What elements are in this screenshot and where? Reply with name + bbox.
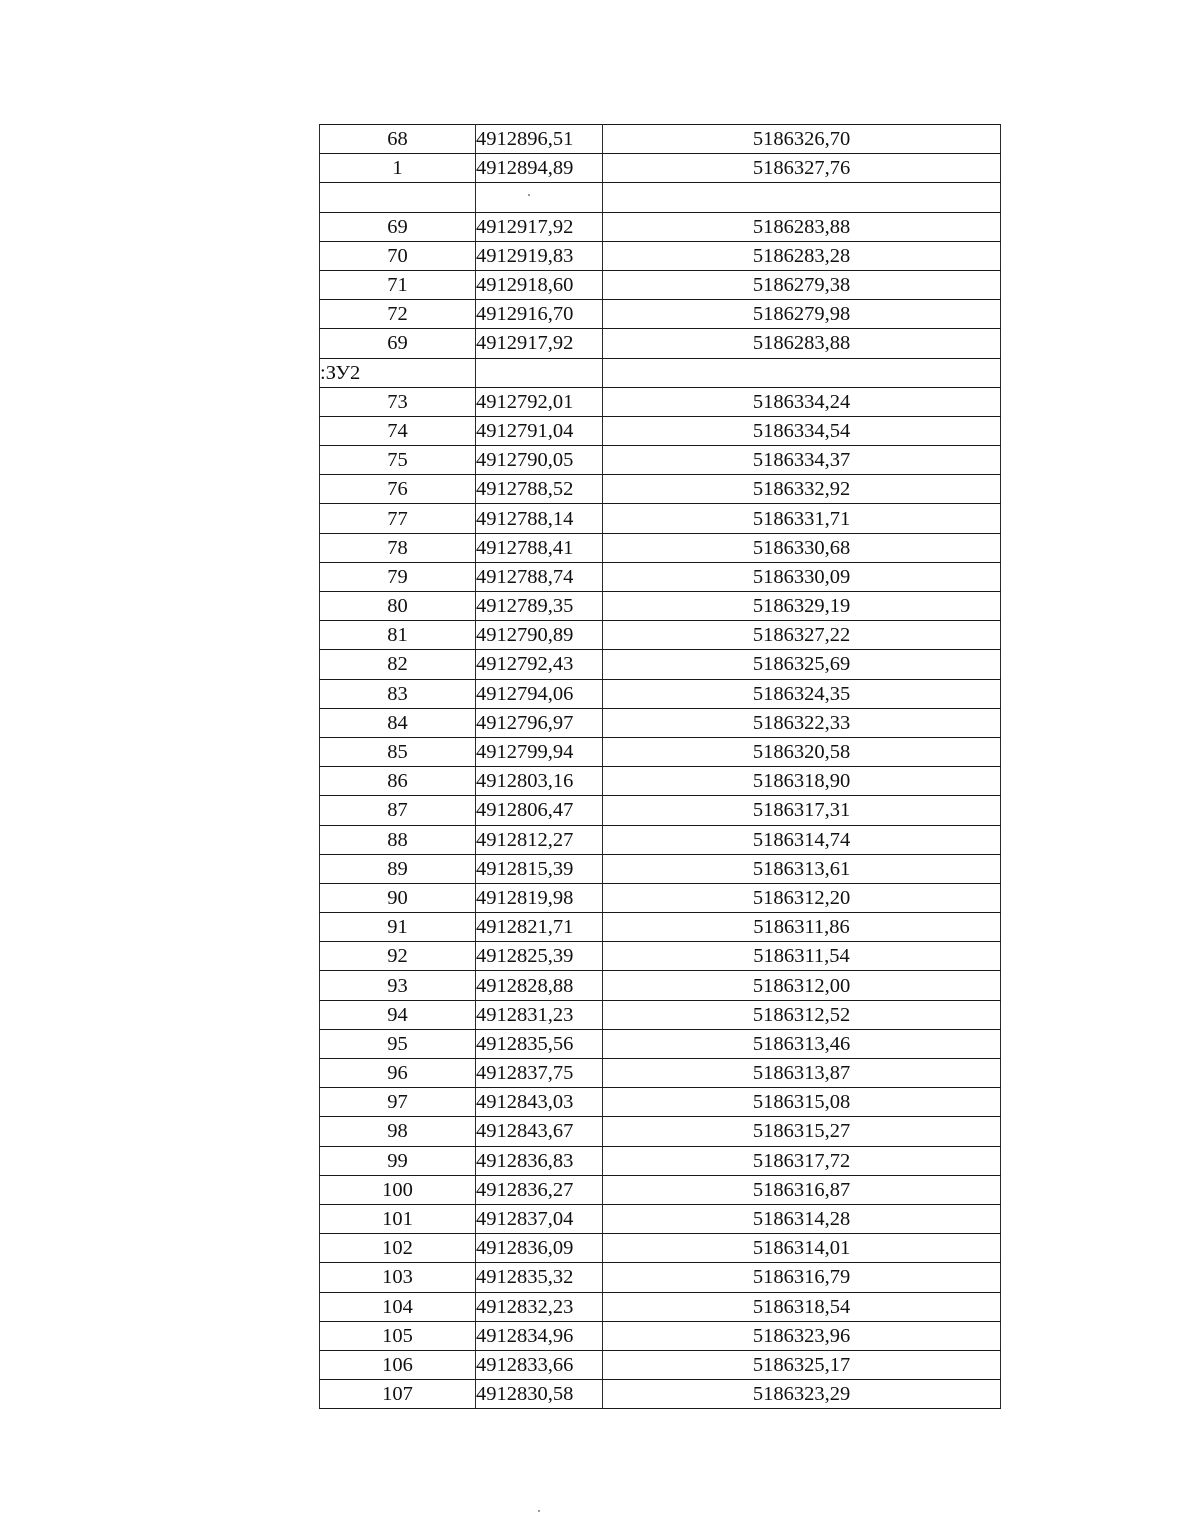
y-coordinate-cell: 5186311,54: [603, 942, 1001, 971]
table-row: [320, 475, 1001, 504]
y-coordinate-cell: 5186313,46: [603, 1029, 1001, 1058]
y-coordinate-cell: 5186327,76: [603, 154, 1001, 183]
table-row: [320, 621, 1001, 650]
table-row: [320, 241, 1001, 270]
y-coordinate-cell: 5186311,86: [603, 913, 1001, 942]
x-coordinate-cell: 4912828,88: [476, 971, 603, 1000]
y-coordinate-cell: 5186314,28: [603, 1204, 1001, 1233]
x-coordinate-cell: 4912790,05: [476, 446, 603, 475]
table-row: [320, 1263, 1001, 1292]
table-row: [320, 504, 1001, 533]
point-number-cell: 89: [320, 854, 476, 883]
y-coordinate-cell: 5186325,17: [603, 1350, 1001, 1379]
x-coordinate-cell: 4912806,47: [476, 796, 603, 825]
point-number-cell: 106: [320, 1350, 476, 1379]
coordinates-table-body: [320, 125, 1001, 1409]
table-row: [320, 1146, 1001, 1175]
x-coordinate-cell: 4912919,83: [476, 241, 603, 270]
x-coordinate-cell: 4912832,23: [476, 1292, 603, 1321]
x-coordinate-cell: 4912836,09: [476, 1234, 603, 1263]
x-coordinate-cell: 4912792,01: [476, 387, 603, 416]
table-row: [320, 708, 1001, 737]
y-coordinate-cell: 5186312,00: [603, 971, 1001, 1000]
x-coordinate-cell: 4912831,23: [476, 1000, 603, 1029]
x-coordinate-cell: 4912788,52: [476, 475, 603, 504]
table-row: [320, 533, 1001, 562]
table-row: [320, 1380, 1001, 1409]
x-coordinate-cell: 4912835,32: [476, 1263, 603, 1292]
table-row: [320, 1350, 1001, 1379]
point-number-cell: 69: [320, 329, 476, 358]
point-number-cell: 72: [320, 300, 476, 329]
x-coordinate-cell: 4912896,51: [476, 125, 603, 154]
x-coordinate-cell: 4912836,83: [476, 1146, 603, 1175]
table-row: [320, 125, 1001, 154]
y-coordinate-cell: 5186316,79: [603, 1263, 1001, 1292]
y-coordinate-cell: 5186313,87: [603, 1059, 1001, 1088]
table-row: [320, 650, 1001, 679]
table-row: [320, 1029, 1001, 1058]
point-number-cell: 75: [320, 446, 476, 475]
point-number-cell: 102: [320, 1234, 476, 1263]
y-coordinate-cell: 5186332,92: [603, 475, 1001, 504]
table-row: [320, 1088, 1001, 1117]
y-coordinate-cell: 5186315,27: [603, 1117, 1001, 1146]
table-row: [320, 1321, 1001, 1350]
point-number-cell: 68: [320, 125, 476, 154]
point-number-cell: 104: [320, 1292, 476, 1321]
x-coordinate-cell: 4912918,60: [476, 270, 603, 299]
table-row: [320, 796, 1001, 825]
point-number-cell: 77: [320, 504, 476, 533]
point-number-cell: 78: [320, 533, 476, 562]
y-coordinate-cell: 5186312,20: [603, 883, 1001, 912]
table-row: [320, 679, 1001, 708]
table-row: [320, 942, 1001, 971]
table-row: [320, 854, 1001, 883]
y-coordinate-cell: 5186312,52: [603, 1000, 1001, 1029]
y-coordinate-cell: 5186317,72: [603, 1146, 1001, 1175]
x-coordinate-cell: 4912788,41: [476, 533, 603, 562]
x-coordinate-cell: 4912803,16: [476, 767, 603, 796]
table-row: [320, 1292, 1001, 1321]
x-coordinate-cell: 4912837,75: [476, 1059, 603, 1088]
point-number-cell: 84: [320, 708, 476, 737]
x-coordinate-cell: 4912917,92: [476, 212, 603, 241]
y-coordinate-cell: 5186331,71: [603, 504, 1001, 533]
point-number-cell: 81: [320, 621, 476, 650]
point-number-cell: 103: [320, 1263, 476, 1292]
x-coordinate-cell: 4912796,97: [476, 708, 603, 737]
point-number-cell: 105: [320, 1321, 476, 1350]
x-coordinate-cell: 4912790,89: [476, 621, 603, 650]
y-coordinate-cell: 5186318,54: [603, 1292, 1001, 1321]
y-coordinate-cell: 5186330,68: [603, 533, 1001, 562]
point-number-cell: 95: [320, 1029, 476, 1058]
table-row: [320, 592, 1001, 621]
y-coordinate-cell: 5186320,58: [603, 737, 1001, 766]
y-coordinate-cell: 5186318,90: [603, 767, 1001, 796]
point-number-cell: 73: [320, 387, 476, 416]
x-coordinate-cell: 4912821,71: [476, 913, 603, 942]
point-number-cell: 79: [320, 562, 476, 591]
point-number-cell: 69: [320, 212, 476, 241]
x-coordinate-cell: 4912789,35: [476, 592, 603, 621]
y-coordinate-cell: 5186279,98: [603, 300, 1001, 329]
point-number-cell: 93: [320, 971, 476, 1000]
x-coordinate-cell: 4912835,56: [476, 1029, 603, 1058]
x-coordinate-cell: [476, 358, 603, 387]
table-row: [320, 1204, 1001, 1233]
y-coordinate-cell: 5186330,09: [603, 562, 1001, 591]
point-number-cell: [320, 183, 476, 212]
point-number-cell: 80: [320, 592, 476, 621]
x-coordinate-cell: 4912792,43: [476, 650, 603, 679]
table-row: [320, 1175, 1001, 1204]
y-coordinate-cell: 5186327,22: [603, 621, 1001, 650]
y-coordinate-cell: 5186322,33: [603, 708, 1001, 737]
table-row: [320, 767, 1001, 796]
y-coordinate-cell: 5186314,74: [603, 825, 1001, 854]
point-number-cell: 107: [320, 1380, 476, 1409]
table-row: [320, 1234, 1001, 1263]
point-number-cell: 99: [320, 1146, 476, 1175]
y-coordinate-cell: 5186283,88: [603, 329, 1001, 358]
table-row: [320, 562, 1001, 591]
x-coordinate-cell: 4912834,96: [476, 1321, 603, 1350]
table-row: [320, 416, 1001, 445]
point-number-cell: 88: [320, 825, 476, 854]
x-coordinate-cell: 4912799,94: [476, 737, 603, 766]
y-coordinate-cell: 5186334,37: [603, 446, 1001, 475]
x-coordinate-cell: 4912788,14: [476, 504, 603, 533]
y-coordinate-cell: 5186316,87: [603, 1175, 1001, 1204]
scan-speck: [528, 194, 530, 196]
y-coordinate-cell: 5186334,54: [603, 416, 1001, 445]
y-coordinate-cell: 5186279,38: [603, 270, 1001, 299]
y-coordinate-cell: 5186326,70: [603, 125, 1001, 154]
section-label-cell: :ЗУ2: [320, 358, 476, 387]
point-number-cell: 76: [320, 475, 476, 504]
table-row: [320, 883, 1001, 912]
point-number-cell: 83: [320, 679, 476, 708]
table-row: [320, 971, 1001, 1000]
table-row: [320, 300, 1001, 329]
y-coordinate-cell: 5186325,69: [603, 650, 1001, 679]
y-coordinate-cell: 5186315,08: [603, 1088, 1001, 1117]
y-coordinate-cell: 5186313,61: [603, 854, 1001, 883]
y-coordinate-cell: 5186323,29: [603, 1380, 1001, 1409]
table-row: [320, 270, 1001, 299]
x-coordinate-cell: 4912830,58: [476, 1380, 603, 1409]
x-coordinate-cell: 4912894,89: [476, 154, 603, 183]
table-row: [320, 212, 1001, 241]
x-coordinate-cell: 4912917,92: [476, 329, 603, 358]
x-coordinate-cell: 4912812,27: [476, 825, 603, 854]
point-number-cell: 101: [320, 1204, 476, 1233]
y-coordinate-cell: 5186323,96: [603, 1321, 1001, 1350]
y-coordinate-cell: 5186334,24: [603, 387, 1001, 416]
point-number-cell: 96: [320, 1059, 476, 1088]
x-coordinate-cell: 4912843,67: [476, 1117, 603, 1146]
table-row: [320, 329, 1001, 358]
x-coordinate-cell: 4912791,04: [476, 416, 603, 445]
x-coordinate-cell: 4912843,03: [476, 1088, 603, 1117]
table-row: [320, 1117, 1001, 1146]
point-number-cell: 98: [320, 1117, 476, 1146]
x-coordinate-cell: 4912815,39: [476, 854, 603, 883]
table-row: [320, 154, 1001, 183]
y-coordinate-cell: 5186283,88: [603, 212, 1001, 241]
x-coordinate-cell: [476, 183, 603, 212]
point-number-cell: 70: [320, 241, 476, 270]
y-coordinate-cell: 5186314,01: [603, 1234, 1001, 1263]
x-coordinate-cell: 4912836,27: [476, 1175, 603, 1204]
point-number-cell: 92: [320, 942, 476, 971]
x-coordinate-cell: 4912794,06: [476, 679, 603, 708]
table-row: [320, 1059, 1001, 1088]
x-coordinate-cell: 4912819,98: [476, 883, 603, 912]
point-number-cell: 1: [320, 154, 476, 183]
y-coordinate-cell: 5186324,35: [603, 679, 1001, 708]
point-number-cell: 86: [320, 767, 476, 796]
point-number-cell: 97: [320, 1088, 476, 1117]
point-number-cell: 85: [320, 737, 476, 766]
table-row: [320, 1000, 1001, 1029]
point-number-cell: 100: [320, 1175, 476, 1204]
table-row: [320, 913, 1001, 942]
x-coordinate-cell: 4912788,74: [476, 562, 603, 591]
y-coordinate-cell: [603, 183, 1001, 212]
scan-speck: [538, 1510, 540, 1512]
x-coordinate-cell: 4912833,66: [476, 1350, 603, 1379]
y-coordinate-cell: 5186329,19: [603, 592, 1001, 621]
y-coordinate-cell: [603, 358, 1001, 387]
table-row: [320, 183, 1001, 212]
y-coordinate-cell: 5186317,31: [603, 796, 1001, 825]
table-row: [320, 737, 1001, 766]
point-number-cell: 90: [320, 883, 476, 912]
coordinates-table: [319, 124, 1001, 1409]
point-number-cell: 74: [320, 416, 476, 445]
table-row: [320, 387, 1001, 416]
table-row: [320, 825, 1001, 854]
point-number-cell: 71: [320, 270, 476, 299]
point-number-cell: 94: [320, 1000, 476, 1029]
x-coordinate-cell: 4912825,39: [476, 942, 603, 971]
y-coordinate-cell: 5186283,28: [603, 241, 1001, 270]
x-coordinate-cell: 4912837,04: [476, 1204, 603, 1233]
point-number-cell: 91: [320, 913, 476, 942]
point-number-cell: 87: [320, 796, 476, 825]
table-row: [320, 446, 1001, 475]
x-coordinate-cell: 4912916,70: [476, 300, 603, 329]
point-number-cell: 82: [320, 650, 476, 679]
table-row: [320, 358, 1001, 387]
